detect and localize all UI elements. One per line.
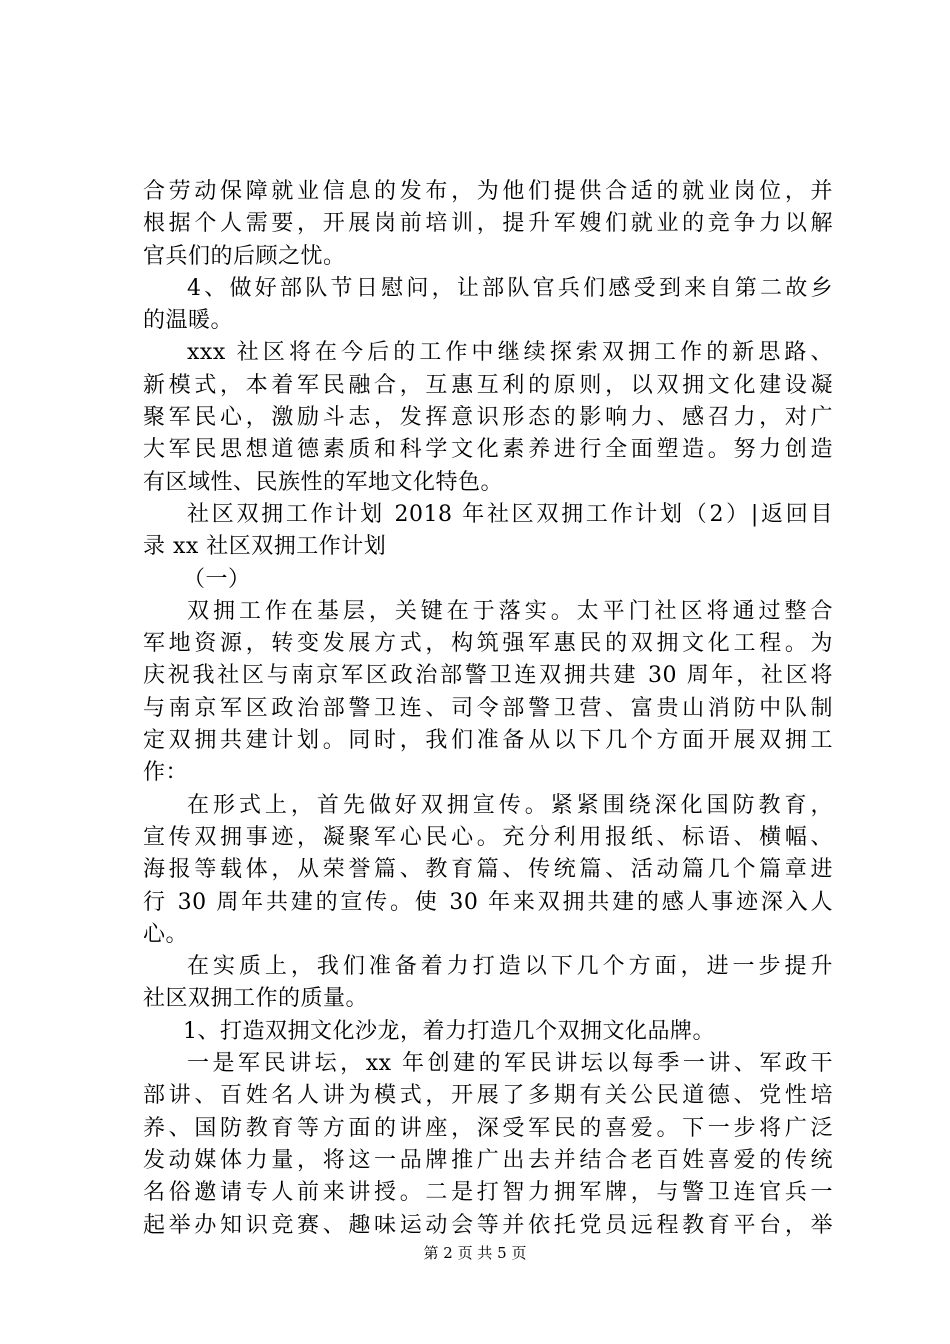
text-line: 定双拥共建计划。同时，我们准备从以下几个方面开展双拥工: [143, 728, 833, 754]
text-line: 一是军民讲坛，xx 年创建的军民讲坛以每季一讲、军政干: [187, 1051, 833, 1077]
document-body: [143, 176, 833, 1242]
text-line: 有区域性、民族性的军地文化特色。: [143, 469, 504, 495]
text-line: 在实质上，我们准备着力打造以下几个方面，进一步提升: [187, 954, 833, 980]
text-line: 双拥工作在基层，关键在于落实。太平门社区将通过整合: [187, 598, 833, 624]
text-line: 作：: [143, 760, 189, 786]
text-line: 合劳动保障就业信息的发布，为他们提供合适的就业岗位，并: [143, 179, 833, 204]
text-line: 海报等载体，从荣誉篇、教育篇、传统篇、活动篇几个篇章进: [143, 857, 833, 883]
text-line: 4、做好部队节日慰问，让部队官兵们感受到来自第二故乡: [187, 275, 833, 301]
text-line: 与南京军区政治部警卫连、司令部警卫营、富贵山消防中队制: [143, 695, 833, 721]
text-line: 宣传双拥事迹，凝聚军心民心。充分利用报纸、标语、横幅、: [143, 824, 833, 850]
text-line: 部讲、百姓名人讲为模式，开展了多期有关公民道德、党性培: [143, 1083, 833, 1109]
text-line: 起举办知识竞赛、趣味运动会等并依托党员远程教育平台，举: [143, 1212, 833, 1238]
text-line: 行 30 周年共建的宣传。使 30 年来双拥共建的感人事迹深入人: [143, 889, 833, 915]
text-line: 庆祝我社区与南京军区政治部警卫连双拥共建 30 周年，社区将: [143, 663, 833, 689]
text-line: 社区双拥工作计划 2018 年社区双拥工作计划（2）|返回目: [187, 501, 833, 527]
section-heading: （一）: [183, 566, 251, 592]
text-line: 发动媒体力量，将这一品牌推广出去并结合老百姓喜爱的传统: [143, 1147, 833, 1173]
text-line: 新模式，本着军民融合，互惠互利的原则，以双拥文化建设凝: [143, 372, 833, 398]
text-line: 在形式上，首先做好双拥宣传。紧紧围绕深化国防教育，: [187, 792, 833, 818]
text-line: 录 xx 社区双拥工作计划: [143, 534, 387, 560]
text-line: 1、打造双拥文化沙龙，着力打造几个双拥文化品牌。: [183, 1018, 715, 1044]
text-line: 官兵们的后顾之忧。: [143, 243, 346, 269]
text-line: 的温暖。: [143, 308, 234, 334]
text-line: 名俗邀请专人前来讲授。二是打智力拥军牌，与警卫连官兵一: [143, 1180, 833, 1206]
text-line: 养、国防教育等方面的讲座，深受军民的喜爱。下一步将广泛: [143, 1115, 833, 1141]
text-line: 聚军民心，激励斗志，发挥意识形态的影响力、感召力，对广: [143, 405, 833, 431]
text-line: 心。: [143, 921, 189, 947]
text-line: 大军民思想道德素质和科学文化素养进行全面塑造。努力创造: [143, 437, 833, 463]
text-line: 根据个人需要，开展岗前培训，提升军嫂们就业的竞争力以解: [143, 211, 833, 237]
text-line: xxx 社区将在今后的工作中继续探索双拥工作的新思路、: [187, 340, 833, 366]
text-line: 军地资源，转变发展方式，构筑强军惠民的双拥文化工程。为: [143, 631, 833, 657]
text-line: 社区双拥工作的质量。: [143, 986, 369, 1012]
page-number-footer: 第 2 页 共 5 页: [423, 1244, 527, 1262]
